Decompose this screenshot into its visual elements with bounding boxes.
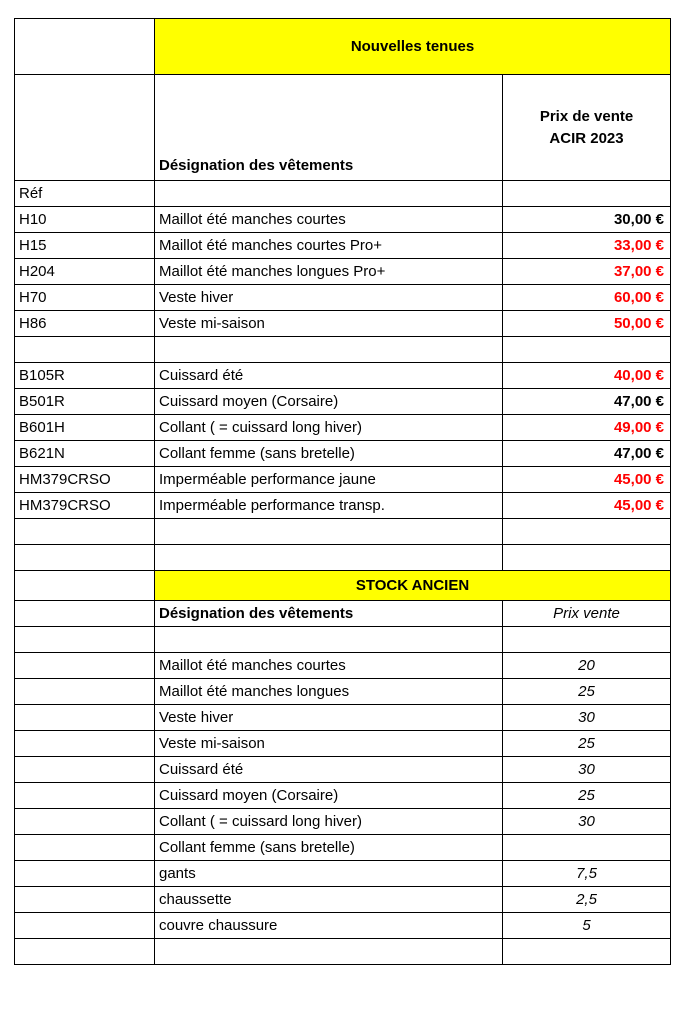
price-cell: 49,00 € [503,415,671,441]
table-row [15,311,671,337]
section1-title: Nouvelles tenues [155,19,671,75]
table-row [15,783,671,809]
price-cell: 30 [503,705,671,731]
empty-cell [15,939,155,965]
table-row [15,545,671,571]
ref-cell [15,519,155,545]
designation-cell [155,337,503,363]
designation-cell: Cuissard été [155,757,503,783]
table-row [15,861,671,887]
table-row [15,337,671,363]
ref-cell [15,337,155,363]
price-cell: 37,00 € [503,259,671,285]
section2-header-row [15,601,671,627]
ref-cell: HM379CRSO [15,467,155,493]
designation-cell: Veste hiver [155,705,503,731]
price-cell: 30 [503,757,671,783]
designation-header: Désignation des vêtements [155,75,503,181]
empty-cell [15,757,155,783]
designation-cell: Collant ( = cuissard long hiver) [155,415,503,441]
designation-cell: Collant femme (sans bretelle) [155,835,503,861]
price-cell [503,519,671,545]
ref-cell: H86 [15,311,155,337]
designation-cell: Veste mi-saison [155,731,503,757]
ref-cell: H204 [15,259,155,285]
table-row [15,519,671,545]
table-row [15,887,671,913]
empty-cell [15,731,155,757]
empty-cell [15,679,155,705]
price-cell: 47,00 € [503,389,671,415]
table-row [15,493,671,519]
empty-cell [15,913,155,939]
empty-cell [15,627,155,653]
designation-cell [155,545,503,571]
designation-cell: Veste hiver [155,285,503,311]
table-row [15,259,671,285]
price-header-line1: Prix de vente [539,107,634,125]
designation-cell: Maillot été manches courtes [155,653,503,679]
table-row [15,731,671,757]
designation-cell: Maillot été manches longues Pro+ [155,259,503,285]
empty-cell [15,653,155,679]
designation-cell: Maillot été manches longues [155,679,503,705]
table-row [15,653,671,679]
price-cell: 5 [503,913,671,939]
price-cell: 2,5 [503,887,671,913]
ref-cell: B105R [15,363,155,389]
price-cell: 40,00 € [503,363,671,389]
designation-cell: Cuissard moyen (Corsaire) [155,389,503,415]
designation-cell: Collant ( = cuissard long hiver) [155,809,503,835]
table-row [15,207,671,233]
price-cell: 50,00 € [503,311,671,337]
ref-cell: B501R [15,389,155,415]
section1-header-row [15,75,671,181]
price-cell: 30 [503,809,671,835]
price-header: Prix vente [503,601,671,627]
empty-cell [15,835,155,861]
empty-cell [15,601,155,627]
section1-title-row [15,19,671,75]
designation-cell: Collant femme (sans bretelle) [155,441,503,467]
section2-title-row [15,571,671,601]
designation-header: Désignation des vêtements [155,601,503,627]
table-row [15,757,671,783]
ref-cell: B621N [15,441,155,467]
table-row [15,705,671,731]
table-row [15,467,671,493]
designation-cell: Imperméable performance jaune [155,467,503,493]
price-cell: 7,5 [503,861,671,887]
price-cell: 45,00 € [503,493,671,519]
ref-cell: HM379CRSO [15,493,155,519]
section2-title: STOCK ANCIEN [155,571,671,601]
price-cell: 25 [503,783,671,809]
designation-cell: Maillot été manches courtes Pro+ [155,233,503,259]
price-cell: 20 [503,653,671,679]
empty-cell [15,705,155,731]
table-row [15,389,671,415]
table-row [15,913,671,939]
designation-cell: Cuissard été [155,363,503,389]
designation-cell: Maillot été manches courtes [155,207,503,233]
empty-cell [15,783,155,809]
empty-cell [503,181,671,207]
table-row [15,627,671,653]
price-cell [503,939,671,965]
price-cell [503,337,671,363]
price-cell: 25 [503,679,671,705]
empty-cell [15,861,155,887]
empty-cell [15,887,155,913]
ref-label: Réf [15,181,155,207]
price-cell: 33,00 € [503,233,671,259]
empty-cell [15,19,155,75]
ref-cell: B601H [15,415,155,441]
ref-cell: H15 [15,233,155,259]
designation-cell [155,519,503,545]
price-cell: 30,00 € [503,207,671,233]
designation-cell: Veste mi-saison [155,311,503,337]
designation-cell [155,939,503,965]
table-row [15,441,671,467]
empty-cell [15,75,155,181]
designation-cell: gants [155,861,503,887]
ref-label-row [15,181,671,207]
price-cell [503,627,671,653]
table-row [15,285,671,311]
empty-cell [15,571,155,601]
designation-cell: Imperméable performance transp. [155,493,503,519]
designation-cell [155,627,503,653]
table-row [15,809,671,835]
price-cell: 47,00 € [503,441,671,467]
price-cell: 45,00 € [503,467,671,493]
price-cell: 60,00 € [503,285,671,311]
price-cell [503,545,671,571]
table-row [15,415,671,441]
price-header-line2: ACIR 2023 [549,129,624,147]
price-header [503,75,671,181]
ref-cell [15,545,155,571]
price-cell: 25 [503,731,671,757]
designation-cell: couvre chaussure [155,913,503,939]
table-row [15,363,671,389]
table-row [15,939,671,965]
ref-cell: H10 [15,207,155,233]
designation-cell: chaussette [155,887,503,913]
ref-cell: H70 [15,285,155,311]
table-row [15,835,671,861]
empty-cell [155,181,503,207]
price-table [14,18,671,965]
empty-cell [15,809,155,835]
price-cell [503,835,671,861]
designation-cell: Cuissard moyen (Corsaire) [155,783,503,809]
table-row [15,679,671,705]
table-row [15,233,671,259]
